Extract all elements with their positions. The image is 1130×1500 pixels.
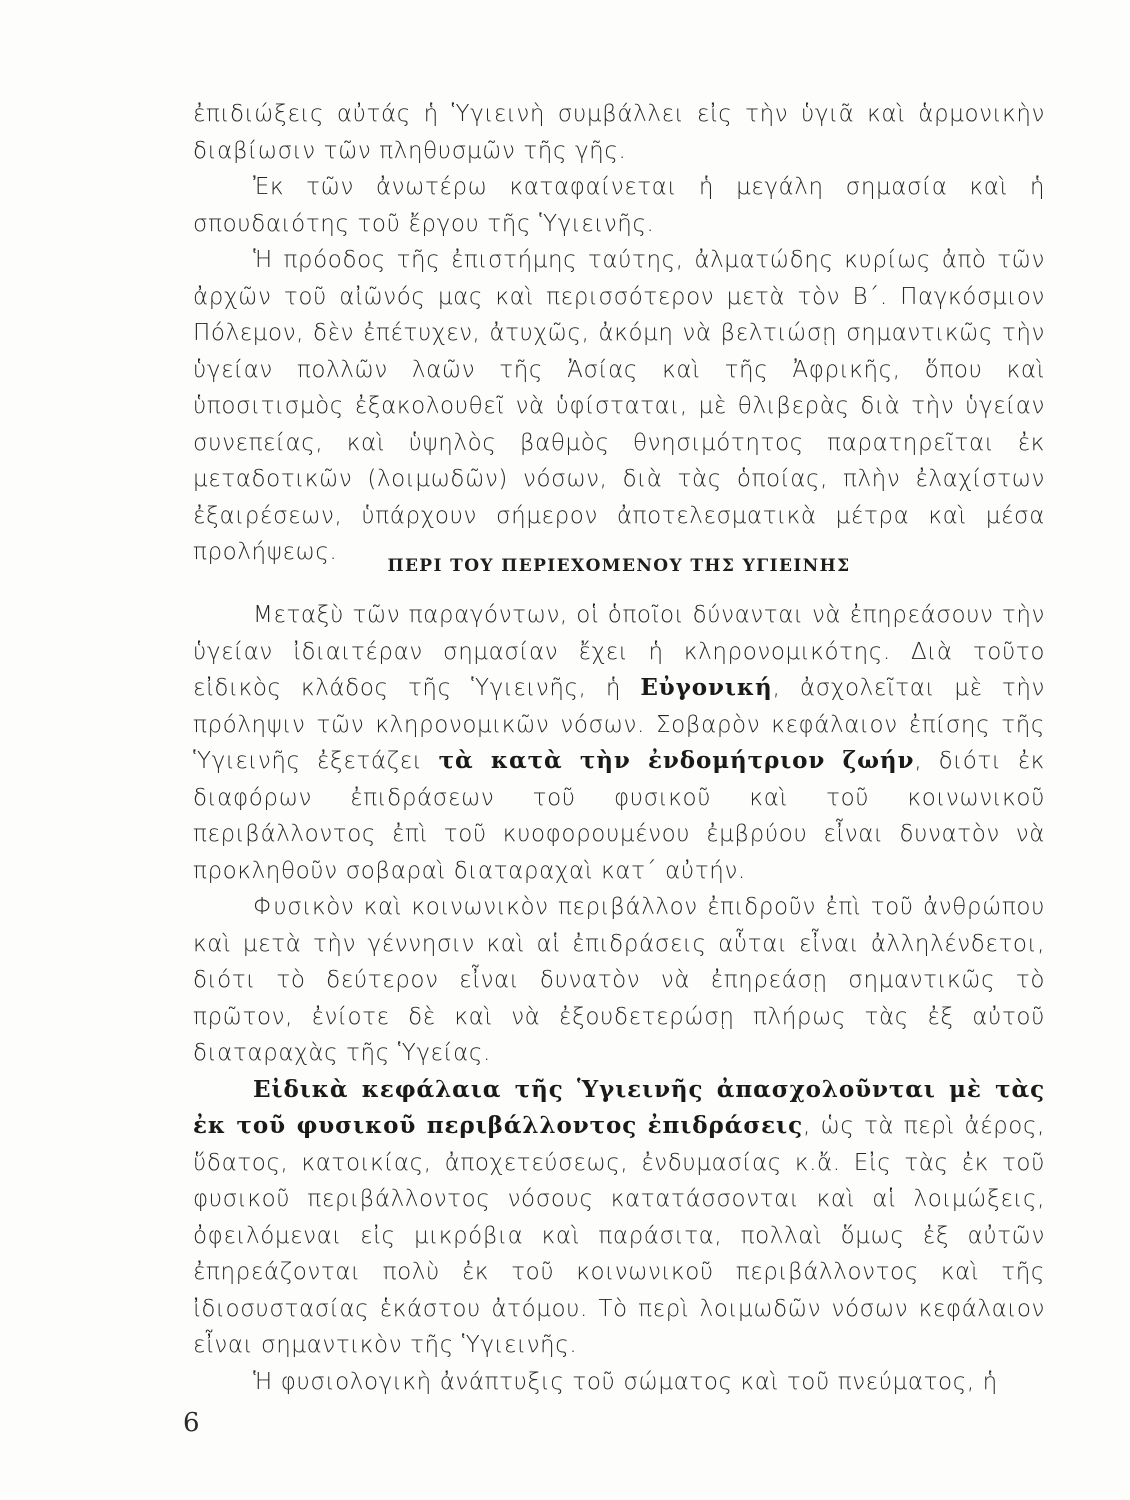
section-text (193, 597, 1045, 1400)
paragraph-progress: Ἡ πρόοδος τῆς ἐπιστήμης ταύτης, ἀλματώδης κυρίως ἀπὸ τῶν ἀρχῶν τοῦ αἰῶνός μας καὶ περισσότερον μετὰ τὸν Β΄. Παγκόσμιον Πόλεμον, δὲν ἐπέτυχεν, ἀτυχῶς, ἀκόμη νὰ βελτιώσῃ σημαντικῶς τὴν ὑγείαν πολλῶν λαῶν τῆς Ἀσίας καὶ τῆς Ἀφρικῆς, ὅπου καὶ ὑποσιτισμὸς ἐξακολουθεῖ νὰ ὑφίσταται, μὲ θλιβερὰς διὰ τὴν ὑγείαν συνεπείας, καὶ ὑψηλὸς βαθμὸς θνησιμότητος παρατηρεῖται ἐκ μεταδοτικῶν (λοιμωδῶν) νόσων, διὰ τὰς ὁποίας, πλὴν ἐλαχίστων ἐξαιρέσεων, ὑπάρχουν σήμερον ἀποτελεσματικὰ μέτρα καὶ μέσα προλήψεως. (193, 247, 1045, 565)
text-run: Μεταξὺ τῶν παραγόντων, οἱ ὁποῖοι δύνανται νὰ ἐπηρεάσουν τὴν ὑγείαν ἰδιαιτέραν σημασίαν ἔχει ἡ κληρονομικότης. Διὰ τοῦτο εἰδικὸς κλάδος τῆς Ὑγιεινῆς, ἡ (193, 602, 1045, 701)
paragraph-environment: Φυσικὸν καὶ κοινωνικὸν περιβάλλον ἐπιδροῦν ἐπὶ τοῦ ἀνθρώπου καὶ μετὰ τὴν γέννησιν καὶ αἱ ἐπιδράσεις αὗται εἶναι ἀλληλένδετοι, διότι τὸ δεύτερον εἶναι δυνατὸν νὰ ἐπηρεάσῃ σημαντικῶς τὸ πρῶτον, ἐνίοτε δὲ καὶ νὰ ἐξουδετερώσῃ πλήρως τὰς ἐξ αὐτοῦ διαταραχὰς τῆς Ὑγείας. (193, 894, 1045, 1066)
paragraph-development: Ἡ φυσιολογικὴ ἀνάπτυξις τοῦ σώματος καὶ τοῦ πνεύματος, ἡ (253, 1368, 998, 1395)
term-eugenics: Εὐγονική (640, 674, 773, 701)
paragraph-heredity (193, 597, 1045, 889)
text-run: , ἀσχολεῖται μὲ τὴν πρόληψιν τῶν κληρονομικῶν νόσων. Σοβαρὸν κεφάλαιον ἐπίσης τῆς Ὑγιεινῆς ἐξετάζει (193, 675, 1045, 774)
paragraph-special-chapters (193, 1072, 1045, 1364)
paragraph-importance: Ἐκ τῶν ἀνωτέρω καταφαίνεται ἡ μεγάλη σημασία καὶ ἡ σπουδαιότης τοῦ ἔργου τῆς Ὑγιεινῆς. (193, 174, 1045, 237)
section-heading: ΠΕΡΙ ΤΟΥ ΠΕΡΙΕΧΟΜΕΝΟΥ ΤΗΣ ΥΓΙΕΙΝΗΣ (387, 556, 851, 576)
page-number: 6 (183, 1408, 200, 1438)
text-run: , διότι ἐκ διαφόρων ἐπιδράσεων τοῦ φυσικοῦ καὶ τοῦ κοινωνικοῦ περιβάλλοντος ἐπὶ τοῦ κυοφορουμένου ἐμβρύου εἶναι δυνατὸν νὰ προκληθοῦν σοβαραὶ διαταραχαὶ κατ΄ αὐτήν. (193, 748, 1045, 884)
term-intrauterine-life: τὰ κατὰ τὴν ἐνδομήτριον ζωήν (438, 747, 915, 774)
paragraph-continuation: ἐπιδιώξεις αὐτάς ἡ Ὑγιεινὴ συμβάλλει εἰς τὴν ὑγιᾶ καὶ ἁρμονικὴν διαβίωσιν τῶν πληθυσμῶν τῆς γῆς. (193, 101, 1045, 164)
term-physical-environment: Εἰδικὰ κεφάλαια τῆς Ὑγιεινῆς ἀπασχολοῦνται μὲ τὰς ἐκ τοῦ φυσικοῦ περιβάλλοντος ἐπιδράσεις (193, 1075, 1045, 1139)
intro-text (193, 96, 1045, 571)
text-run: , ὡς τὰ περὶ ἀέρος, ὕδατος, κατοικίας, ἀποχετεύσεως, ἐνδυμασίας κ.ἄ. Εἰς τὰς ἐκ τοῦ φυσικοῦ περιβάλλοντος νόσους κατατάσσονται καὶ αἱ λοιμώξεις, ὀφειλόμεναι εἰς μικρόβια καὶ παράσιτα, πολλαὶ ὅμως ἐξ αὐτῶν ἐπηρεάζονται πολὺ ἐκ τοῦ κοινωνικοῦ περιβάλλοντος καὶ τῆς ἰδιοσυστασίας ἑκάστου ἀτόμου. Τὸ περὶ λοιμωδῶν νόσων κεφάλαιον εἶναι σημαντικὸν τῆς Ὑγιεινῆς. (193, 1113, 1045, 1358)
